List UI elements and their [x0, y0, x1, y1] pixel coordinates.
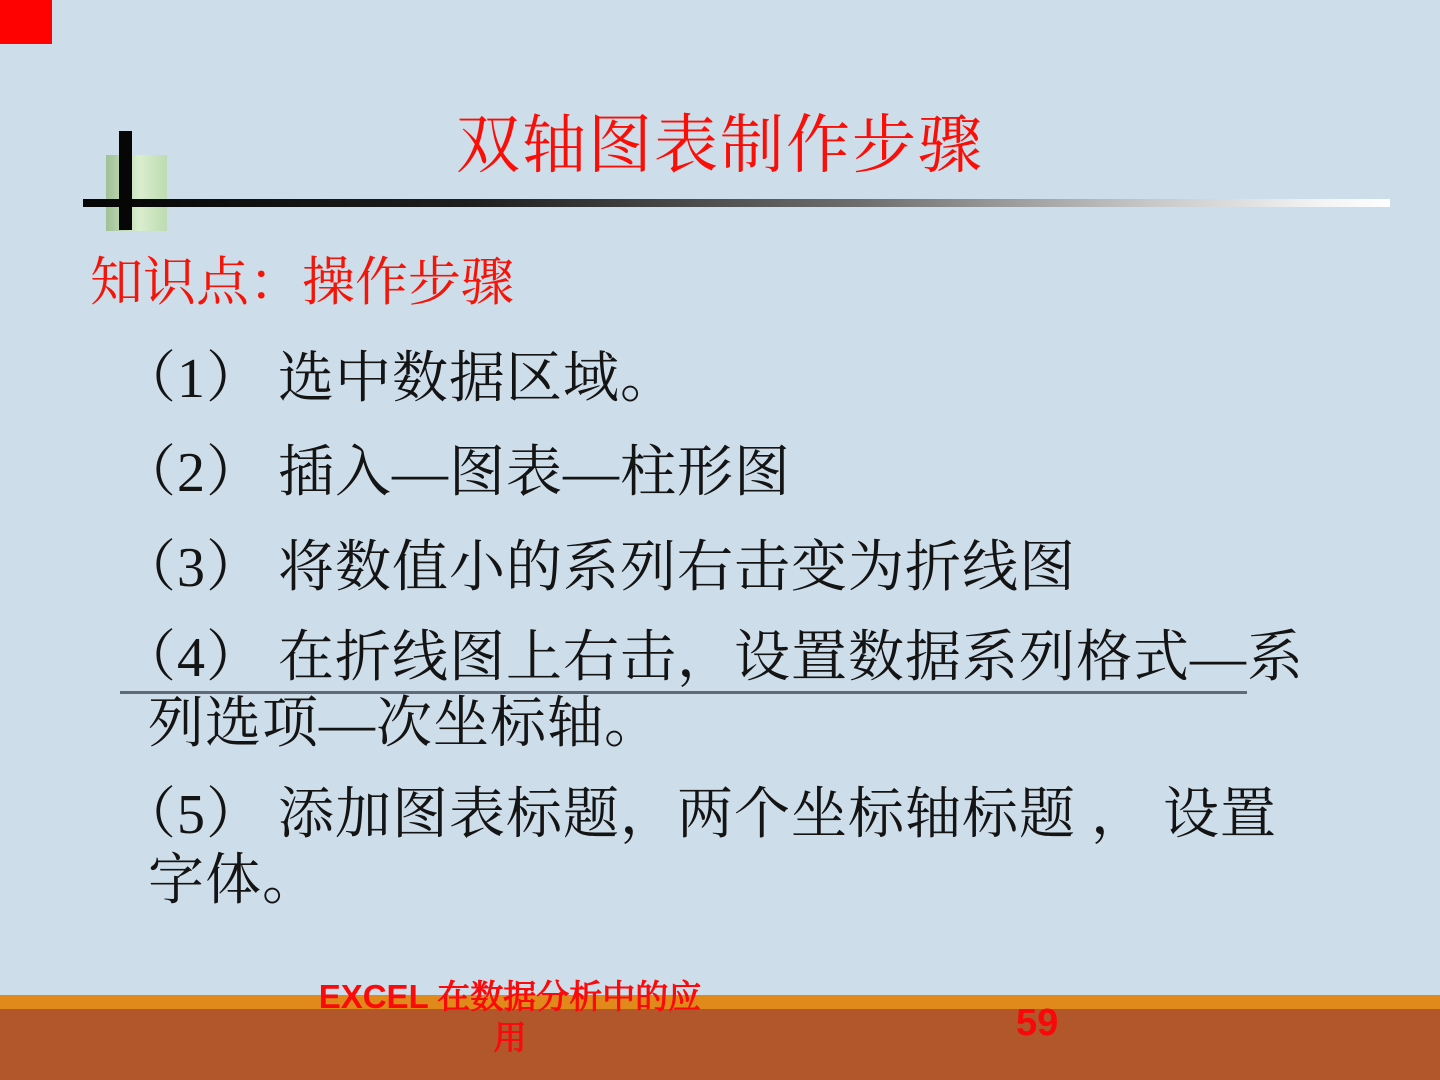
step-item-2: [120, 440, 791, 506]
step-2-text: （2） 插入—图表—柱形图: [120, 442, 791, 504]
page-number: 59: [1016, 1002, 1059, 1044]
green-cylinder-decoration: [106, 155, 167, 231]
step-item-1: [120, 346, 677, 412]
step-4-line1-rest: 系: [1247, 627, 1304, 689]
footer-course-line1: EXCEL 在数据分析中的应: [318, 978, 702, 1015]
knowledge-point-heading: 知识点：操作步骤: [90, 254, 514, 312]
step-5-line2: 字体。: [148, 850, 319, 912]
step-1-text: （1） 选中数据区域。: [120, 348, 677, 410]
footer-course-line2: 用: [493, 1019, 527, 1056]
corner-red-block: [0, 0, 52, 44]
step-3-text: （3） 将数值小的系列右击变为折线图: [120, 537, 1076, 599]
step-item-4: [120, 625, 1304, 757]
step-4-underlined-text: （4） 在折线图上右击，设置数据系列格式—: [120, 627, 1247, 694]
black-bar-decoration: [119, 131, 132, 230]
title-divider-line: [83, 199, 1390, 207]
step-4-line2: 列选项—次坐标轴。: [148, 693, 661, 755]
step-5-line1: （5） 添加图表标题，两个坐标轴标题 ， 设置: [120, 784, 1277, 846]
step-item-3: [120, 535, 1076, 601]
step-4-line1: [120, 625, 1304, 691]
slide-title: 双轴图表制作步骤: [456, 110, 984, 181]
step-item-5: [120, 782, 1277, 914]
footer-course-title: [260, 976, 760, 1058]
